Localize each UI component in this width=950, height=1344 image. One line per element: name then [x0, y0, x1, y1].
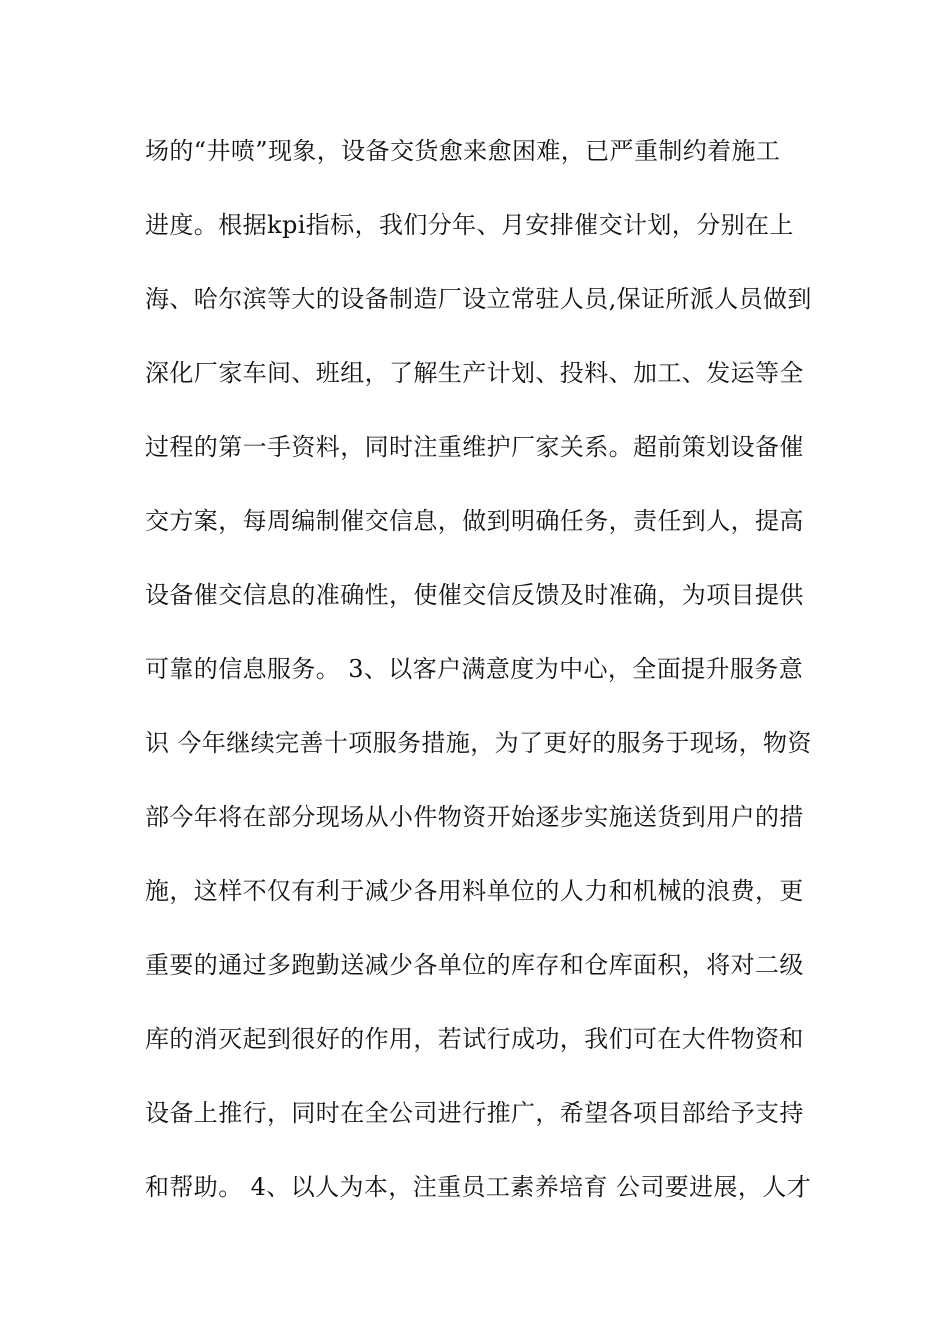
text-line: 重要的通过多跑勤送减少各单位的库存和仓库面积，将对二级	[145, 951, 804, 979]
text-line: 设备上推行，同时在全公司进行推广，希望各项目部给予支持	[145, 1099, 804, 1127]
text-line: 交方案，每周编制催交信息，做到明确任务，责任到人，提高	[145, 507, 804, 535]
text-line: 进度。根据kpi指标，我们分年、月安排催交计划，分别在上	[145, 211, 794, 239]
body-text	[145, 130, 815, 1240]
text-line: 场的“井喷”现象，设备交货愈来愈困难，已严重制约着施工	[145, 137, 781, 165]
text-line: 库的消灭起到很好的作用，若试行成功，我们可在大件物资和	[145, 1025, 804, 1053]
text-line: 部今年将在部分现场从小件物资开始逐步实施送货到用户的措	[145, 803, 804, 831]
text-line: 施，这样不仅有利于减少各用料单位的人力和机械的浪费，更	[145, 877, 804, 905]
text-line: 和帮助。 4、以人为本，注重员工素养培育 公司要进展，人才	[145, 1173, 812, 1201]
text-line: 识 今年继续完善十项服务措施，为了更好的服务于现场，物资	[145, 729, 812, 757]
text-line: 海、哈尔滨等大的设备制造厂设立常驻人员,保证所派人员做到	[145, 285, 812, 313]
text-line: 深化厂家车间、班组，了解生产计划、投料、加工、发运等全	[145, 359, 804, 387]
text-line: 设备催交信息的准确性，使催交信反馈及时准确，为项目提供	[145, 581, 804, 609]
text-line: 过程的第一手资料，同时注重维护厂家关系。超前策划设备催	[145, 433, 804, 461]
text-line: 可靠的信息服务。 3、以客户满意度为中心，全面提升服务意	[145, 655, 804, 683]
